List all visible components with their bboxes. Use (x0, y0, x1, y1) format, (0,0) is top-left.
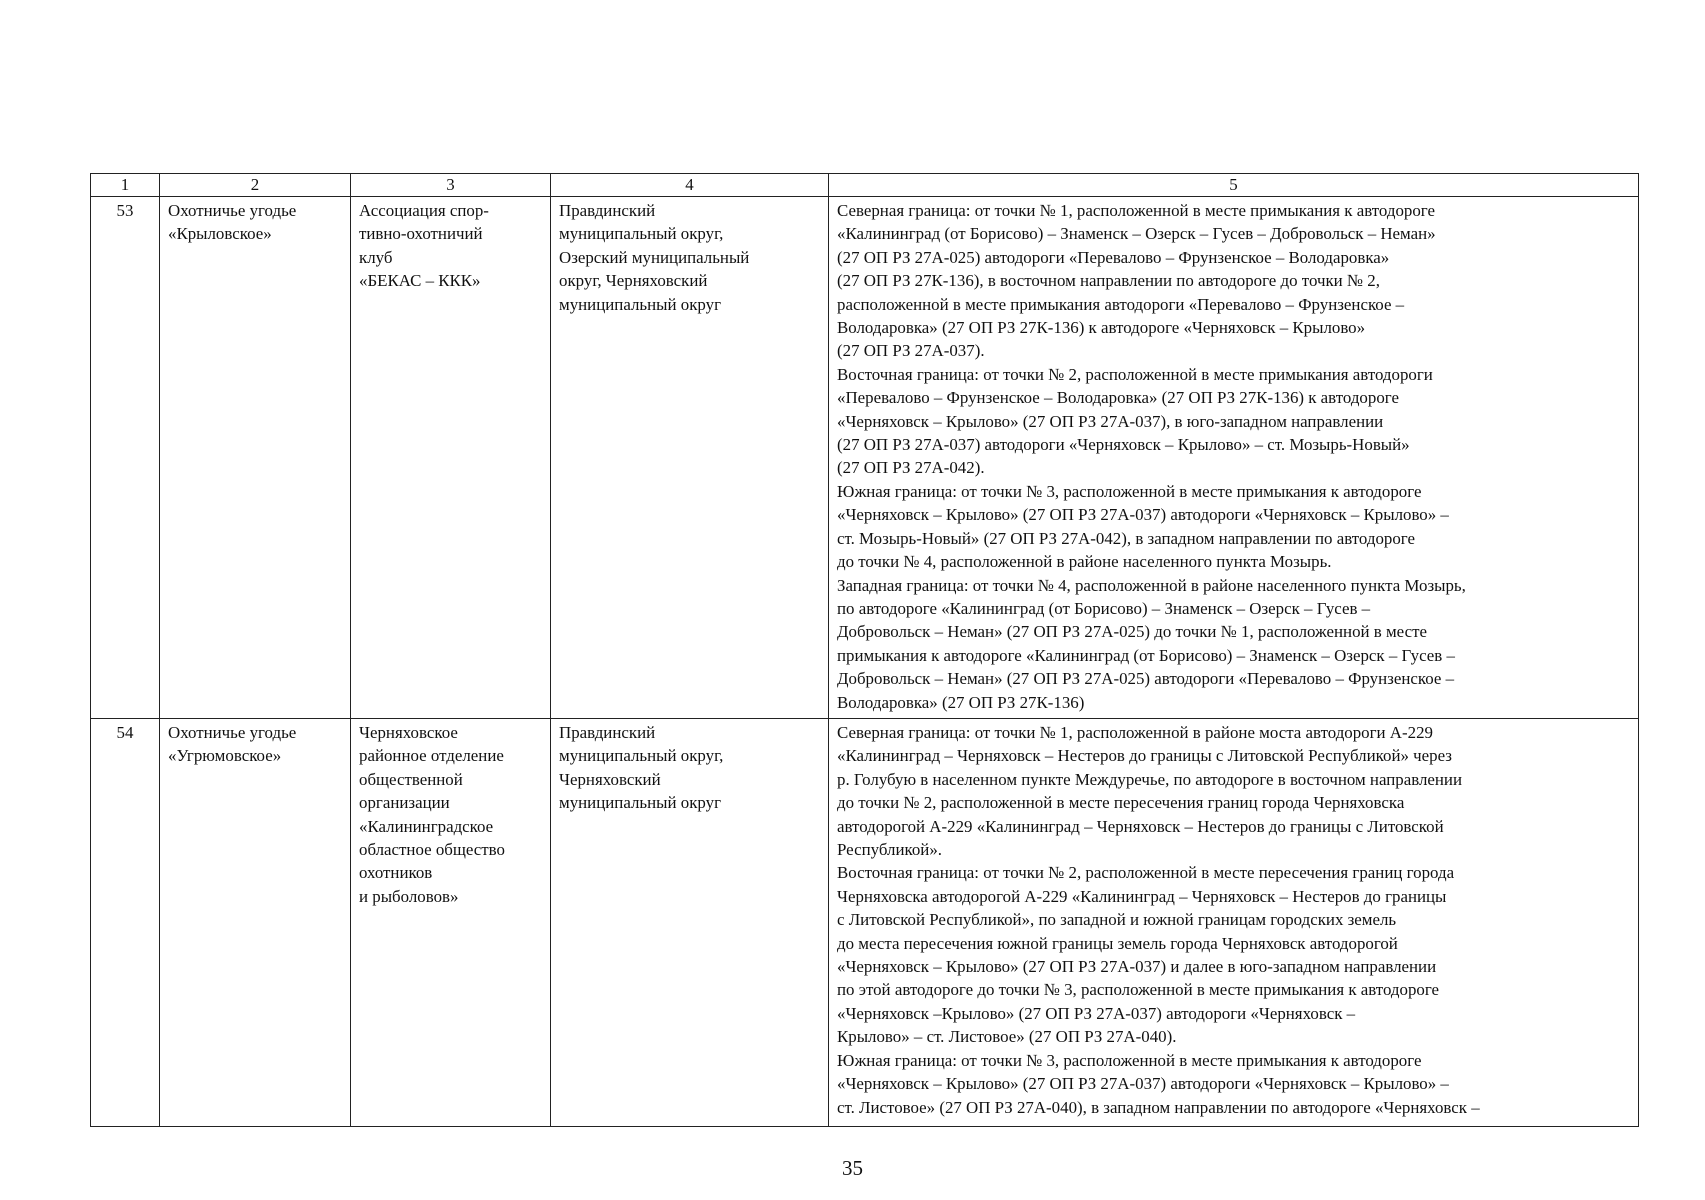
column-number-2: 2 (160, 174, 351, 197)
table-row (91, 197, 1639, 719)
row-number: 53 (91, 197, 160, 719)
hunting-ground-location: Правдинский муниципальный округ, Черняховский муниципальный округ (551, 719, 829, 1127)
boundary-description: Северная граница: от точки № 1, расположенной в районе моста автодороги А-229 «Калининград – Черняховск – Нестеров до границы с Литовской Республикой» через р. Голубую в населенном пункте Междуречье, по автодороге в восточном направлении до точки № 2, расположенной в месте пересечения границ города Черняховска автодорогой А-229 «Калининград – Черняховск – Нестеров до границы с Литовской Республикой». Восточная граница: от точки № 2, расположенной в месте пересечения границ города Черняховска автодорогой А-229 «Калининград – Черняховск – Нестеров до границы с Литовской Республикой», по западной и южной границам городских земель до места пересечения южной границы земель города Черняховск автодорогой «Черняховск – Крылово» (27 ОП РЗ 27А-037) и далее в юго-западном направлении по этой автодороге до точки № 3, расположенной в месте примыкания к автодороге «Черняховск –Крылово» (27 ОП РЗ 27А-037) автодороги «Черняховск – Крылово» – ст. Листовое» (27 ОП РЗ 27А-040). Южная граница: от точки № 3, расположенной в месте примыкания к автодороге «Черняховск – Крылово» (27 ОП РЗ 27А-037) автодороги «Черняховск – Крылово» – ст. Листовое» (27 ОП РЗ 27А-040), в западном направлении по автодороге «Черняховск – (829, 719, 1639, 1127)
hunting-ground-name: Охотничье угодье «Крыловское» (160, 197, 351, 719)
column-number-3: 3 (351, 174, 551, 197)
column-number-row (91, 174, 1639, 197)
hunting-ground-location: Правдинский муниципальный округ, Озерский муниципальный округ, Черняховский муниципальный округ (551, 197, 829, 719)
hunting-ground-user: Ассоциация спор- тивно-охотничий клуб «БЕКАС – ККК» (351, 197, 551, 719)
boundary-description: Северная граница: от точки № 1, расположенной в месте примыкания к автодороге «Калининград (от Борисово) – Знаменск – Озерск – Гусев – Добровольск – Неман» (27 ОП РЗ 27А-025) автодороги «Перевалово – Фрунзенское – Володаровка» (27 ОП РЗ 27К-136), в восточном направлении по автодороге до точки № 2, расположенной в месте примыкания автодороги «Перевалово – Фрунзенское – Володаровка» (27 ОП РЗ 27К-136) к автодороге «Черняховск – Крылово» (27 ОП РЗ 27А-037). Восточная граница: от точки № 2, расположенной в месте примыкания автодороги «Перевалово – Фрунзенское – Володаровка» (27 ОП РЗ 27К-136) к автодороге «Черняховск – Крылово» (27 ОП РЗ 27А-037), в юго-западном направлении (27 ОП РЗ 27А-037) автодороги «Черняховск – Крылово» – ст. Мозырь-Новый» (27 ОП РЗ 27А-042). Южная граница: от точки № 3, расположенной в месте примыкания к автодороге «Черняховск – Крылово» (27 ОП РЗ 27А-037) автодороги «Черняховск – Крылово» – ст. Мозырь-Новый» (27 ОП РЗ 27А-042), в западном направлении по автодороге до точки № 4, расположенной в районе населенного пункта Мозырь. Западная граница: от точки № 4, расположенной в районе населенного пункта Мозырь, по автодороге «Калининград (от Борисово) – Знаменск – Озерск – Гусев – Добровольск – Неман» (27 ОП РЗ 27А-025) до точки № 1, расположенной в месте примыкания к автодороге «Калининград (от Борисово) – Знаменск – Озерск – Гусев – Добровольск – Неман» (27 ОП РЗ 27А-025) автодороги «Перевалово – Фрунзенское – Володаровка» (27 ОП РЗ 27К-136) (829, 197, 1639, 719)
hunting-ground-name: Охотничье угодье «Угрюмовское» (160, 719, 351, 1127)
column-number-5: 5 (829, 174, 1639, 197)
row-number: 54 (91, 719, 160, 1127)
hunting-grounds-table (90, 173, 1639, 1127)
table-row (91, 719, 1639, 1127)
column-number-1: 1 (91, 174, 160, 197)
column-number-4: 4 (551, 174, 829, 197)
page-number: 35 (842, 1156, 863, 1180)
hunting-ground-user: Черняховское районное отделение общественной организации «Калининградское областное общество охотников и рыболовов» (351, 719, 551, 1127)
